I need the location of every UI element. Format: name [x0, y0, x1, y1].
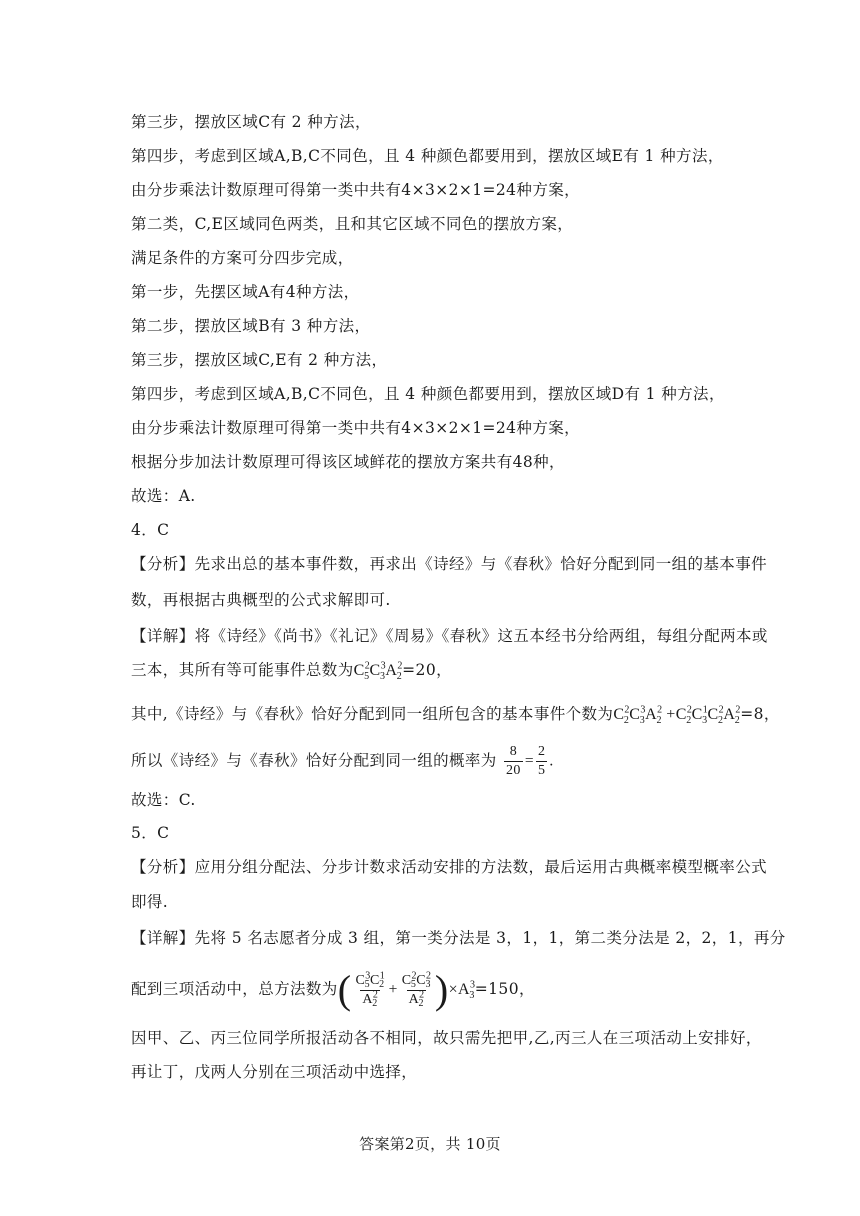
analysis-5-cont: 即得. — [131, 893, 169, 911]
detail-5: 【详解】先将 5 名志愿者分成 3 组，第一类分法是 3，1，1，第二类分法是 2，2，1，再分 — [131, 929, 786, 947]
fraction: $\frac{C^3_5C^1_2}{A^2_2}$ — [355, 969, 386, 1010]
text-line: 根据分步加法计数原理可得该区域鲜花的摆放方案共有48种， — [131, 453, 565, 471]
text-line: 满足条件的方案可分四步完成， — [131, 249, 354, 267]
detail-5-total-methods: 配到三项活动中，总方法数为( $\frac{C^3_5C^1_2}{A^2_2}$ + $\frac{C^2_5C^2_3}{A^2_2}$ )$\times A^3_3=150$， — [131, 967, 535, 1012]
text-line: 第二步，摆放区域B有 3 种方法， — [131, 317, 371, 335]
text-line: 由分步乘法计数原理可得第一类中共有4×3×2×1=24种方案， — [131, 419, 581, 437]
question-5-answer: 5．C — [131, 824, 170, 842]
analysis-5: 【分析】应用分组分配法、分步计数求活动安排的方法数，最后运用古典概率模型概率公式 — [131, 858, 768, 876]
text-line: 由分步乘法计数原理可得第一类中共有4×3×2×1=24种方案， — [131, 181, 581, 199]
detail-4-total-events: 三本，其所有等可能事件总数为$C^2_5C^3_3A^2_2=20$， — [131, 660, 452, 683]
text-line: 第四步，考虑到区域A,B,C不同色，且 4 种颜色都要用到，摆放区域E有 1 种方法， — [131, 147, 724, 165]
combination-formula: $C^2_5C^3_3A^2_2$ — [353, 660, 403, 683]
text-line: 故选：A. — [131, 487, 196, 505]
text-line: 第三步，摆放区域C,E有 2 种方法， — [131, 351, 388, 369]
page-footer: 答案第2页，共 10页 — [359, 1135, 501, 1153]
text-line: 第一步，先摆区域A有4种方法， — [131, 283, 360, 301]
detail-4-favorable-events: 其中,《诗经》与《春秋》恰好分配到同一组所包含的基本事件个数为$C^2_2C^3_3A^2_2 +C^2_2C^1_3C^2_2A^2_2=8$， — [131, 704, 780, 727]
text-line: 第二类，C,E区域同色两类，且和其它区域不同色的摆放方案， — [131, 215, 574, 233]
text-line: 第四步，考虑到区域A,B,C不同色，且 4 种颜色都要用到，摆放区域D有 1 种方法， — [131, 385, 725, 403]
analysis-4-cont: 数，再根据古典概型的公式求解即可. — [131, 591, 391, 609]
detail-4-probability: 所以《诗经》与《春秋》恰好分配到同一组的概率为 $\frac{8}{20}$ = $\frac{2}{5}$ . — [131, 744, 554, 778]
detail-4: 【详解】将《诗经》《尚书》《礼记》《周易》《春秋》这五本经书分给两组，每组分配两本或 — [131, 627, 768, 645]
question-4-answer: 4．C — [131, 521, 170, 539]
text-line: 第三步，摆放区域C有 2 种方法， — [131, 113, 371, 131]
fraction: $\frac{2}{5}$ — [538, 744, 546, 778]
text-line: 再让丁，戊两人分别在三项活动中选择， — [131, 1063, 418, 1081]
combination-formula: $C^2_2C^3_3A^2_2 +C^2_2C^1_3C^2_2A^2_2$ — [613, 704, 741, 727]
text-line: 因甲、乙、丙三位同学所报活动各不相同，故只需先把甲,乙,丙三人在三项活动上安排好， — [131, 1029, 762, 1047]
text-line: 故选：C. — [131, 791, 196, 809]
fraction: $\frac{8}{20}$ — [506, 744, 521, 778]
analysis-4: 【分析】先求出总的基本事件数，再求出《诗经》与《春秋》恰好分配到同一组的基本事件 — [131, 555, 768, 573]
fraction: $\frac{C^2_5C^2_3}{A^2_2}$ — [401, 969, 432, 1010]
